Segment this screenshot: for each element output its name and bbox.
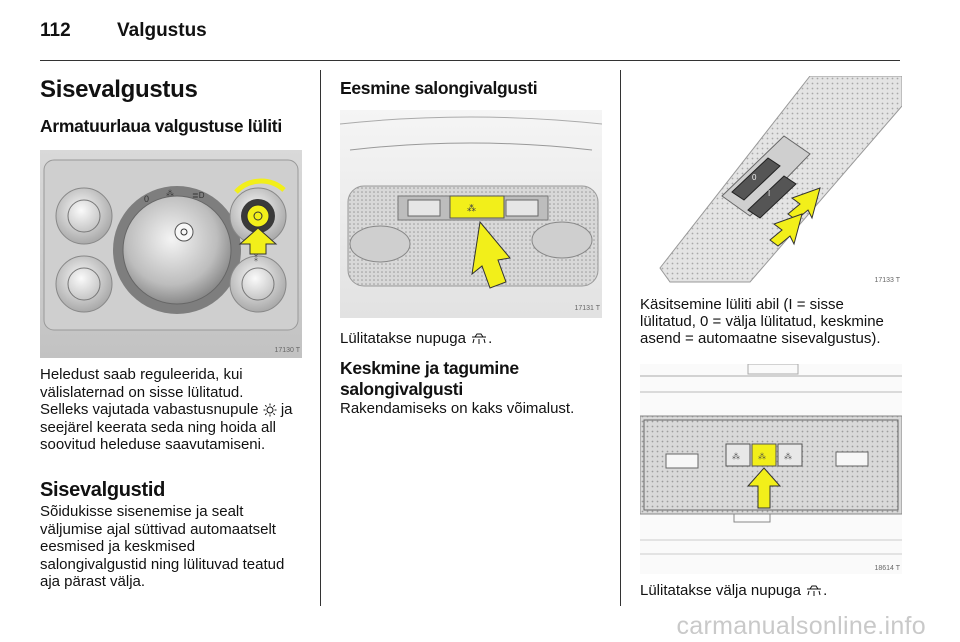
section-title: Sisevalgustus [40, 76, 198, 103]
interior-lamp-icon [470, 333, 488, 345]
text-line: välislaternad on sisse lülitatud. [40, 383, 244, 401]
figure-rear-lamp-switch [640, 76, 902, 286]
figure-code: 17131 T [574, 305, 600, 312]
text-line: seejärel keerata seda ning hoida all [40, 418, 276, 436]
text-line: lülitatud, 0 = välja lülitatud, keskmine [640, 313, 884, 330]
svg-text:⁑: ⁑ [254, 254, 258, 263]
svg-text:⁂: ⁂ [166, 189, 174, 198]
column-divider-1 [320, 70, 321, 606]
watermark: carmanualsonline.info [676, 612, 926, 640]
svg-text:⁂: ⁂ [758, 452, 766, 461]
figure-lamp-button-panel [640, 364, 902, 574]
paragraph-switch-off: Lülitatakse välja nupuga . [640, 582, 828, 599]
figure-code: 17130 T [274, 347, 300, 354]
text-line: Heledust saab reguleerida, kui [40, 366, 243, 383]
interior-lamp-icon [805, 585, 823, 597]
text-line: Sõidukisse sisenemise ja sealt [40, 503, 244, 520]
svg-text:⁂: ⁂ [467, 203, 476, 213]
figure-code: 17133 T [874, 277, 900, 284]
paragraph-switch-positions [640, 296, 908, 347]
text-line: eesmised ja keskmised [40, 538, 196, 555]
text-line: salongivalgustid ning lülituvad teatud [40, 555, 285, 573]
page-number: 112 [40, 20, 71, 41]
paragraph-two-options: Rakendamiseks on kaks võimalust. [340, 400, 575, 417]
figure-front-interior-lamp [340, 110, 602, 318]
rear-lamp-switch-illustration [640, 76, 902, 286]
svg-text:I: I [768, 189, 771, 198]
figure-dashboard-light-switch [40, 150, 302, 358]
paragraph-front-lamp: Lülitatakse nupuga . [340, 330, 493, 347]
subsection-title-interior-lights: Sisevalgustid [40, 479, 166, 501]
svg-text:≣D: ≣D [192, 191, 205, 200]
header-rule [40, 60, 900, 61]
text-line: asend = automaatne sisevalgustus). [640, 330, 881, 347]
button-panel-illustration [640, 364, 902, 574]
text-line: Käsitsemine lüliti abil (I = sisse [640, 296, 844, 313]
text-line: soovitud heleduse saavutamiseni. [40, 436, 266, 453]
text-line: väljumise ajal süttivad automaatselt [40, 520, 276, 538]
paragraph-brightness [40, 366, 312, 454]
brightness-release-icon [263, 403, 277, 417]
subsection-title-middle-rear-lamp: Keskmine ja tagumine salongivalgusti [340, 358, 519, 399]
text-line: aja pärast välja. [40, 573, 146, 590]
chapter-title: Valgustus [117, 20, 207, 41]
paragraph-interior-lights [40, 503, 312, 591]
subsection-title-front-lamp: Eesmine salongivalgusti [340, 78, 538, 98]
svg-text:0: 0 [752, 173, 757, 182]
svg-text:⁂: ⁂ [784, 452, 792, 461]
svg-text:⁂: ⁂ [732, 452, 740, 461]
figure-code: 18614 T [874, 565, 900, 572]
front-lamp-illustration [340, 110, 602, 318]
column-divider-2 [620, 70, 621, 606]
dashboard-switch-illustration [40, 150, 302, 358]
svg-text:0: 0 [144, 194, 150, 204]
subsection-title-dashboard-switch: Armatuurlaua valgustuse lüliti [40, 116, 282, 136]
text-line: Selleks vajutada vabastusnupule ja [40, 401, 293, 418]
